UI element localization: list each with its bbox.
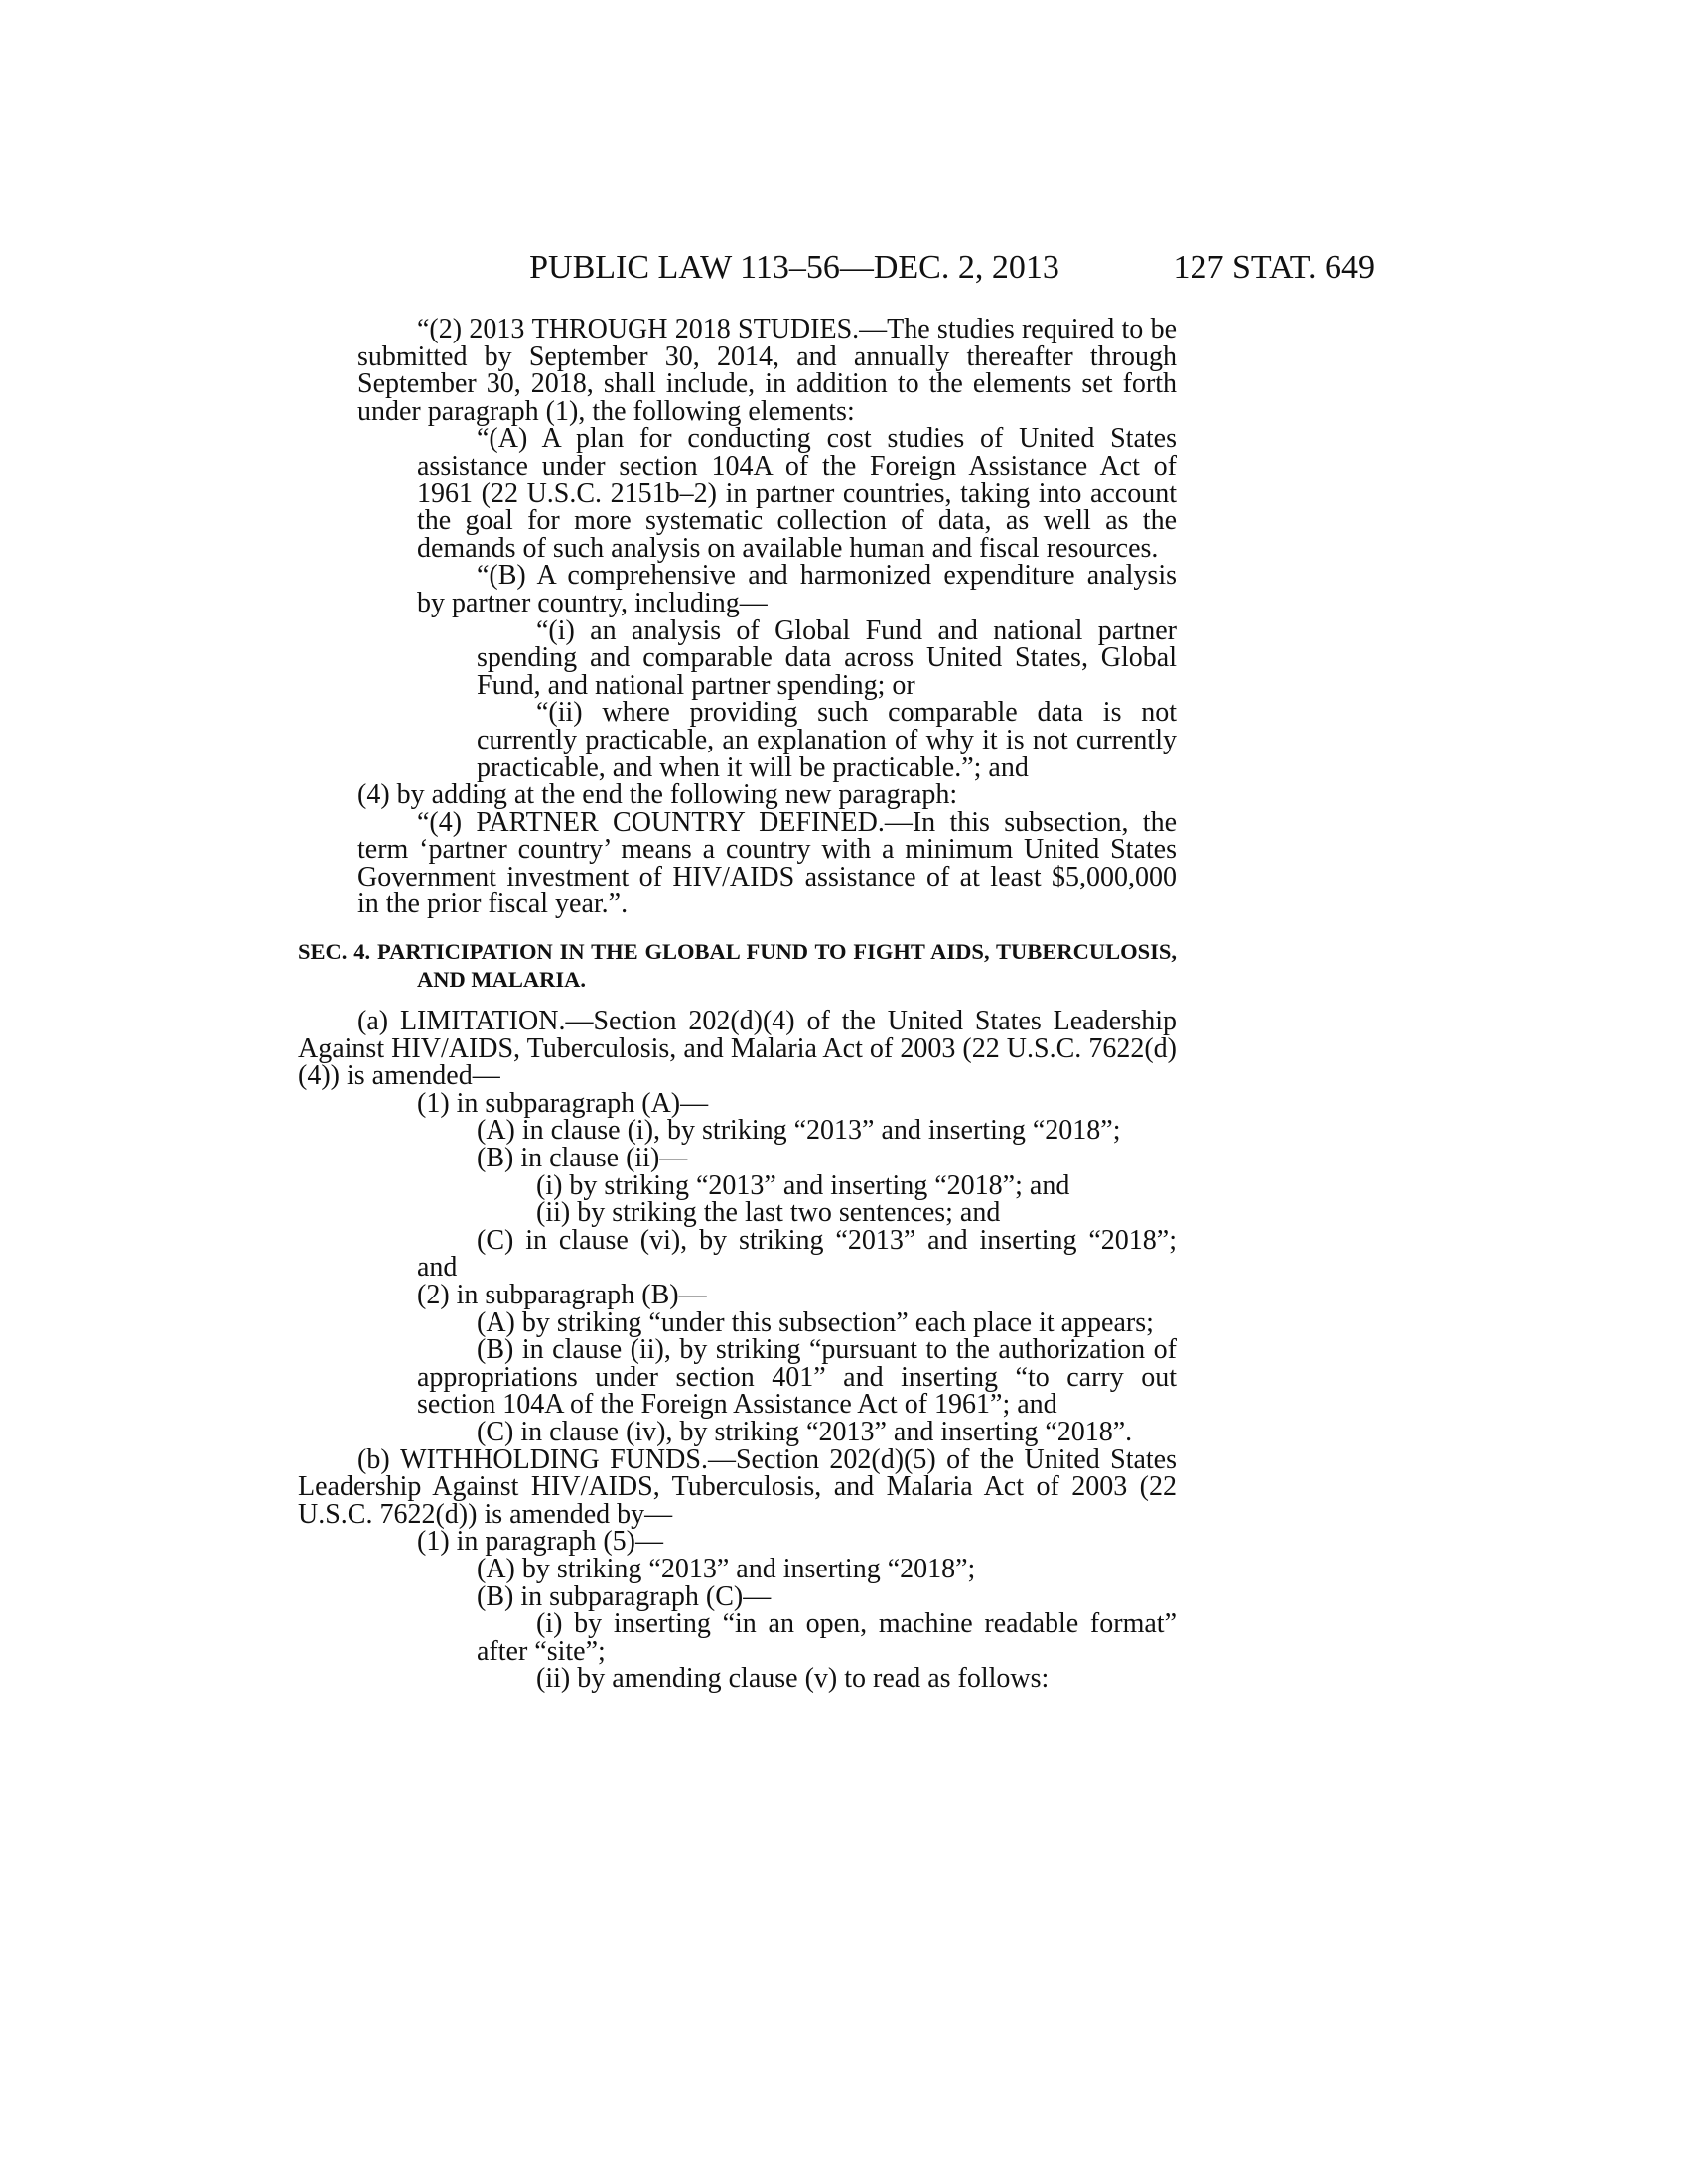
- stat-number: 127 STAT. 649: [1173, 249, 1375, 286]
- paragraph-text: .—The studies required to be submitted by September 30, 2014, and annually thereafter through September 30, 2018, shall include, in addition to the elements set forth under paragraph (1), the following elements:: [357, 314, 1177, 427]
- item-b-clause-ii-authorization: (B) in clause (ii), by striking “pursuant to the authorization of appropriations under section 401” and inserting “to carry out section 104A of the Foreign Assistance Act of 1961”; and: [417, 1334, 1177, 1421]
- paragraph-text: .—Section 202(d)(5) of the United States Leadership Against HIV/AIDS, Tuberculosis, and Malaria Act of 2003 (22 U.S.C. 7622(d)) is amended by—: [298, 1443, 1178, 1530]
- clause-ii-explanation: “(ii) where providing such comparable data is not currently practicable, an explanation of why it is not currently practicable, and when it will be practicable.”; and: [477, 697, 1177, 783]
- paragraph-heading: PARTNER COUNTRY DEFINED: [476, 806, 878, 838]
- law-title: PUBLIC LAW 113–56—DEC. 2, 2013: [529, 249, 1059, 286]
- paragraph-text: .—Section 202(d)(4) of the United States Leadership Against HIV/AIDS, Tuberculosis, and Malaria Act of 2003 (22 U.S.C. 7622(d)(4)) is amended—: [298, 1006, 1177, 1092]
- subsection-a-limitation: [298, 1008, 1177, 1090]
- item-c-clause-iv: (C) in clause (iv), by striking “2013” and inserting “2018”.: [477, 1416, 1133, 1447]
- clause-i-analysis: “(i) an analysis of Global Fund and national partner spending and comparable data across United States, Global Fund, and national partner spending; or: [477, 614, 1177, 701]
- item-a-striking-2013: (A) by striking “2013” and inserting “2018”;: [477, 1553, 976, 1584]
- item-b-clause-ii: (B) in clause (ii)—: [477, 1143, 688, 1174]
- item-i-striking: (i) by striking “2013” and inserting “2018”; and: [536, 1169, 1070, 1201]
- paragraph-partner-country-defined: [298, 806, 1177, 920]
- item-1-subparagraph-a: (1) in subparagraph (A)—: [417, 1087, 709, 1119]
- item-i-machine-readable: (i) by inserting “in an open, machine readable format” after “site”;: [477, 1608, 1177, 1667]
- page-header: [298, 248, 1375, 288]
- item-b-subparagraph-c: (B) in subparagraph (C)—: [477, 1580, 772, 1612]
- paragraph-heading: THROUGH 2018 STUDIES: [531, 314, 853, 344]
- item-a-clause-i: (A) in clause (i), by striking “2013” and inserting “2018”;: [477, 1115, 1121, 1147]
- document-body: [298, 316, 1177, 1693]
- amendment-adding-paragraph: (4) by adding at the end the following new paragraph:: [357, 779, 958, 811]
- paragraph-lead: (b): [357, 1443, 401, 1475]
- paragraph-heading: LIMITATION: [399, 1006, 559, 1037]
- item-2-subparagraph-b: (2) in subparagraph (B)—: [417, 1280, 707, 1310]
- paragraph-heading: WITHHOLDING FUNDS: [400, 1443, 701, 1475]
- section-heading: SEC. 4. PARTICIPATION IN THE GLOBAL FUND TO FIGHT AIDS, TUBERCULOSIS, AND MALARIA.: [298, 939, 1177, 993]
- paragraph-text: .—In this subsection, the term ‘partner country’ means a country with a minimum United States Government investment of HIV/AIDS assistance of at least $5,000,000 in the prior fiscal year.”.: [357, 806, 1177, 920]
- subparagraph-b-expenditure-analysis: “(B) A comprehensive and harmonized expenditure analysis by partner country, including—: [417, 560, 1177, 618]
- paragraph-lead: (a): [357, 1006, 400, 1037]
- subparagraph-a-plan: “(A) A plan for conducting cost studies of United States assistance under section 104A of the Foreign Assistance Act of 1961 (22 U.S.C. 2151b–2) in partner countries, taking into account the goal for more systematic collection of data, as well as the demands of such analysis on available human and fiscal resources.: [417, 423, 1177, 564]
- paragraph-2013-through-2018-studies: [298, 316, 1177, 425]
- paragraph-lead: “(2) 2013: [417, 314, 532, 344]
- item-a-under-this-subsection: (A) by striking “under this subsection” each place it appears;: [477, 1306, 1154, 1338]
- subsection-b-withholding-funds: [298, 1443, 1178, 1530]
- paragraph-lead: “(4): [417, 806, 477, 838]
- item-1-paragraph-5: (1) in paragraph (5)—: [417, 1526, 664, 1558]
- item-ii-striking-sentences: (ii) by striking the last two sentences; and: [536, 1197, 1001, 1229]
- item-ii-amending-clause-v: (ii) by amending clause (v) to read as follows:: [536, 1663, 1050, 1695]
- item-c-clause-vi: (C) in clause (vi), by striking “2013” and inserting “2018”; and: [417, 1224, 1177, 1284]
